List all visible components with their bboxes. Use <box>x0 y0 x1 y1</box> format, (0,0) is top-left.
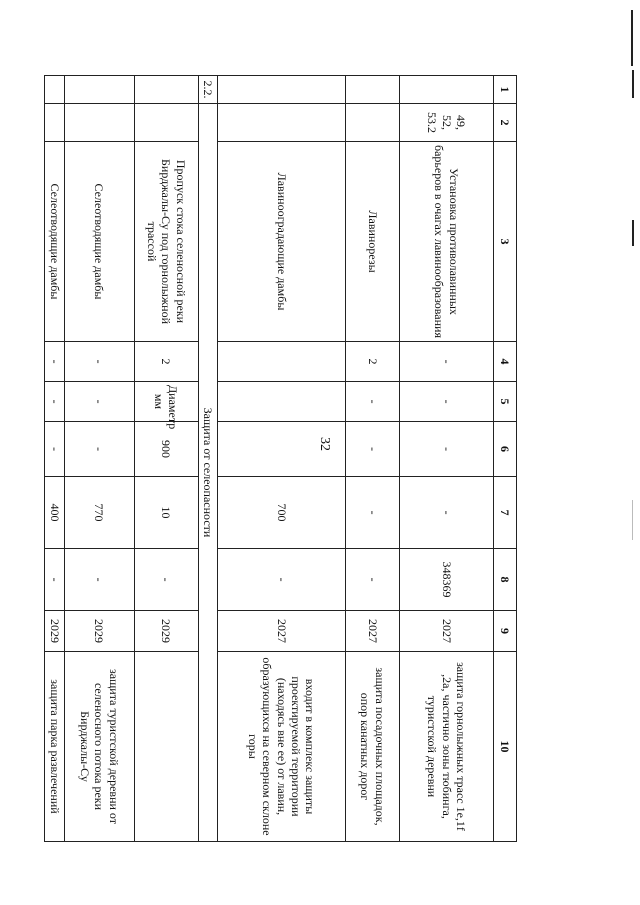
cell-year: 2029 <box>45 611 64 652</box>
cell-value: - <box>64 422 134 477</box>
cell-year: 2027 <box>218 611 346 652</box>
cell-measure: Лавинооградающие дамбы <box>218 142 346 342</box>
cell-value: - <box>400 342 494 382</box>
table-header-row <box>494 76 517 842</box>
cell-purpose: входит в комплекс защиты проектируемой территории (находясь вне ее) от лавин, образующихся на северном склоне горы <box>218 652 346 842</box>
cell-number <box>64 76 134 104</box>
cell-value: - <box>134 549 198 611</box>
table-landscape <box>47 75 517 841</box>
table-rotated-wrapper <box>47 75 517 841</box>
cell-value: - <box>346 422 400 477</box>
column-number: 1 <box>494 76 517 104</box>
column-number: 5 <box>494 382 517 422</box>
scan-edge-mark <box>632 70 634 98</box>
cell-value: Диаметр мм <box>134 382 198 422</box>
section-row <box>198 76 217 842</box>
column-number: 8 <box>494 549 517 611</box>
cell-number <box>218 76 346 104</box>
section-title: Защита от селеопасности <box>198 104 217 842</box>
cell-value: - <box>45 342 64 382</box>
table-row <box>45 76 64 842</box>
cell-value: 10 <box>134 477 198 549</box>
cell-value: - <box>400 477 494 549</box>
cell-reference <box>218 104 346 142</box>
column-number: 6 <box>494 422 517 477</box>
cell-value: - <box>346 382 400 422</box>
cell-year: 2027 <box>346 611 400 652</box>
table-row <box>134 76 198 842</box>
cell-value: 2 <box>346 342 400 382</box>
cell-measure: Установка противолавинных барьеров в очагах лавинообразования <box>400 142 494 342</box>
cell-value: - <box>64 549 134 611</box>
column-number: 9 <box>494 611 517 652</box>
scan-edge-mark <box>632 220 634 246</box>
cell-reference <box>45 104 64 142</box>
table-row <box>400 76 494 842</box>
cell-purpose: защита горнолыжных трасс 1е,1f ,2а, частично зоны тюбинга, туристской деревни <box>400 652 494 842</box>
cell-value: - <box>346 549 400 611</box>
section-number: 2.2. <box>198 76 217 104</box>
scan-edge-mark <box>631 10 633 66</box>
cell-value: - <box>45 422 64 477</box>
cell-reference <box>346 104 400 142</box>
cell-value: 700 <box>218 477 346 549</box>
cell-year: 2029 <box>134 611 198 652</box>
cell-value: - <box>45 549 64 611</box>
cell-value: - <box>218 549 346 611</box>
cell-value <box>218 422 346 477</box>
cell-purpose: защита парка развлечений <box>45 652 64 842</box>
table-row <box>346 76 400 842</box>
cell-value: 770 <box>64 477 134 549</box>
cell-value: - <box>64 342 134 382</box>
scan-edge-mark <box>632 500 633 540</box>
cell-value <box>218 342 346 382</box>
column-number: 3 <box>494 142 517 342</box>
cell-value: - <box>400 382 494 422</box>
cell-value: - <box>346 477 400 549</box>
column-number: 10 <box>494 652 517 842</box>
cell-year: 2029 <box>64 611 134 652</box>
cell-value: 900 <box>134 422 198 477</box>
cell-number <box>400 76 494 104</box>
cell-purpose: защита посадочных площадок, опор канатных дорог <box>346 652 400 842</box>
cell-measure: Лавинорезы <box>346 142 400 342</box>
column-number: 7 <box>494 477 517 549</box>
cell-value <box>218 382 346 422</box>
cell-number <box>134 76 198 104</box>
cell-value: 400 <box>45 477 64 549</box>
data-table <box>44 75 517 842</box>
cell-purpose <box>134 652 198 842</box>
column-number: 4 <box>494 342 517 382</box>
cell-value: 2 <box>134 342 198 382</box>
cell-value: 348369 <box>400 549 494 611</box>
cell-reference <box>64 104 134 142</box>
cell-year: 2027 <box>400 611 494 652</box>
cell-reference <box>134 104 198 142</box>
table-row <box>218 76 346 842</box>
cell-purpose: защита туристской деревни от селеносного потока реки Бирджалы-Су <box>64 652 134 842</box>
cell-value: - <box>45 382 64 422</box>
cell-measure: Селеотводящие дамбы <box>45 142 64 342</box>
cell-number <box>346 76 400 104</box>
page-number: 32 <box>317 437 332 451</box>
cell-reference: 49, 52, 53.2 <box>400 104 494 142</box>
cell-measure: Селеотводящие дамбы <box>64 142 134 342</box>
column-number: 2 <box>494 104 517 142</box>
cell-number <box>45 76 64 104</box>
cell-measure: Пропуск стока селеносной реки Бирджалы-Су под горнолыжной трассой <box>134 142 198 342</box>
table-row <box>64 76 134 842</box>
cell-value: - <box>400 422 494 477</box>
cell-value: - <box>64 382 134 422</box>
